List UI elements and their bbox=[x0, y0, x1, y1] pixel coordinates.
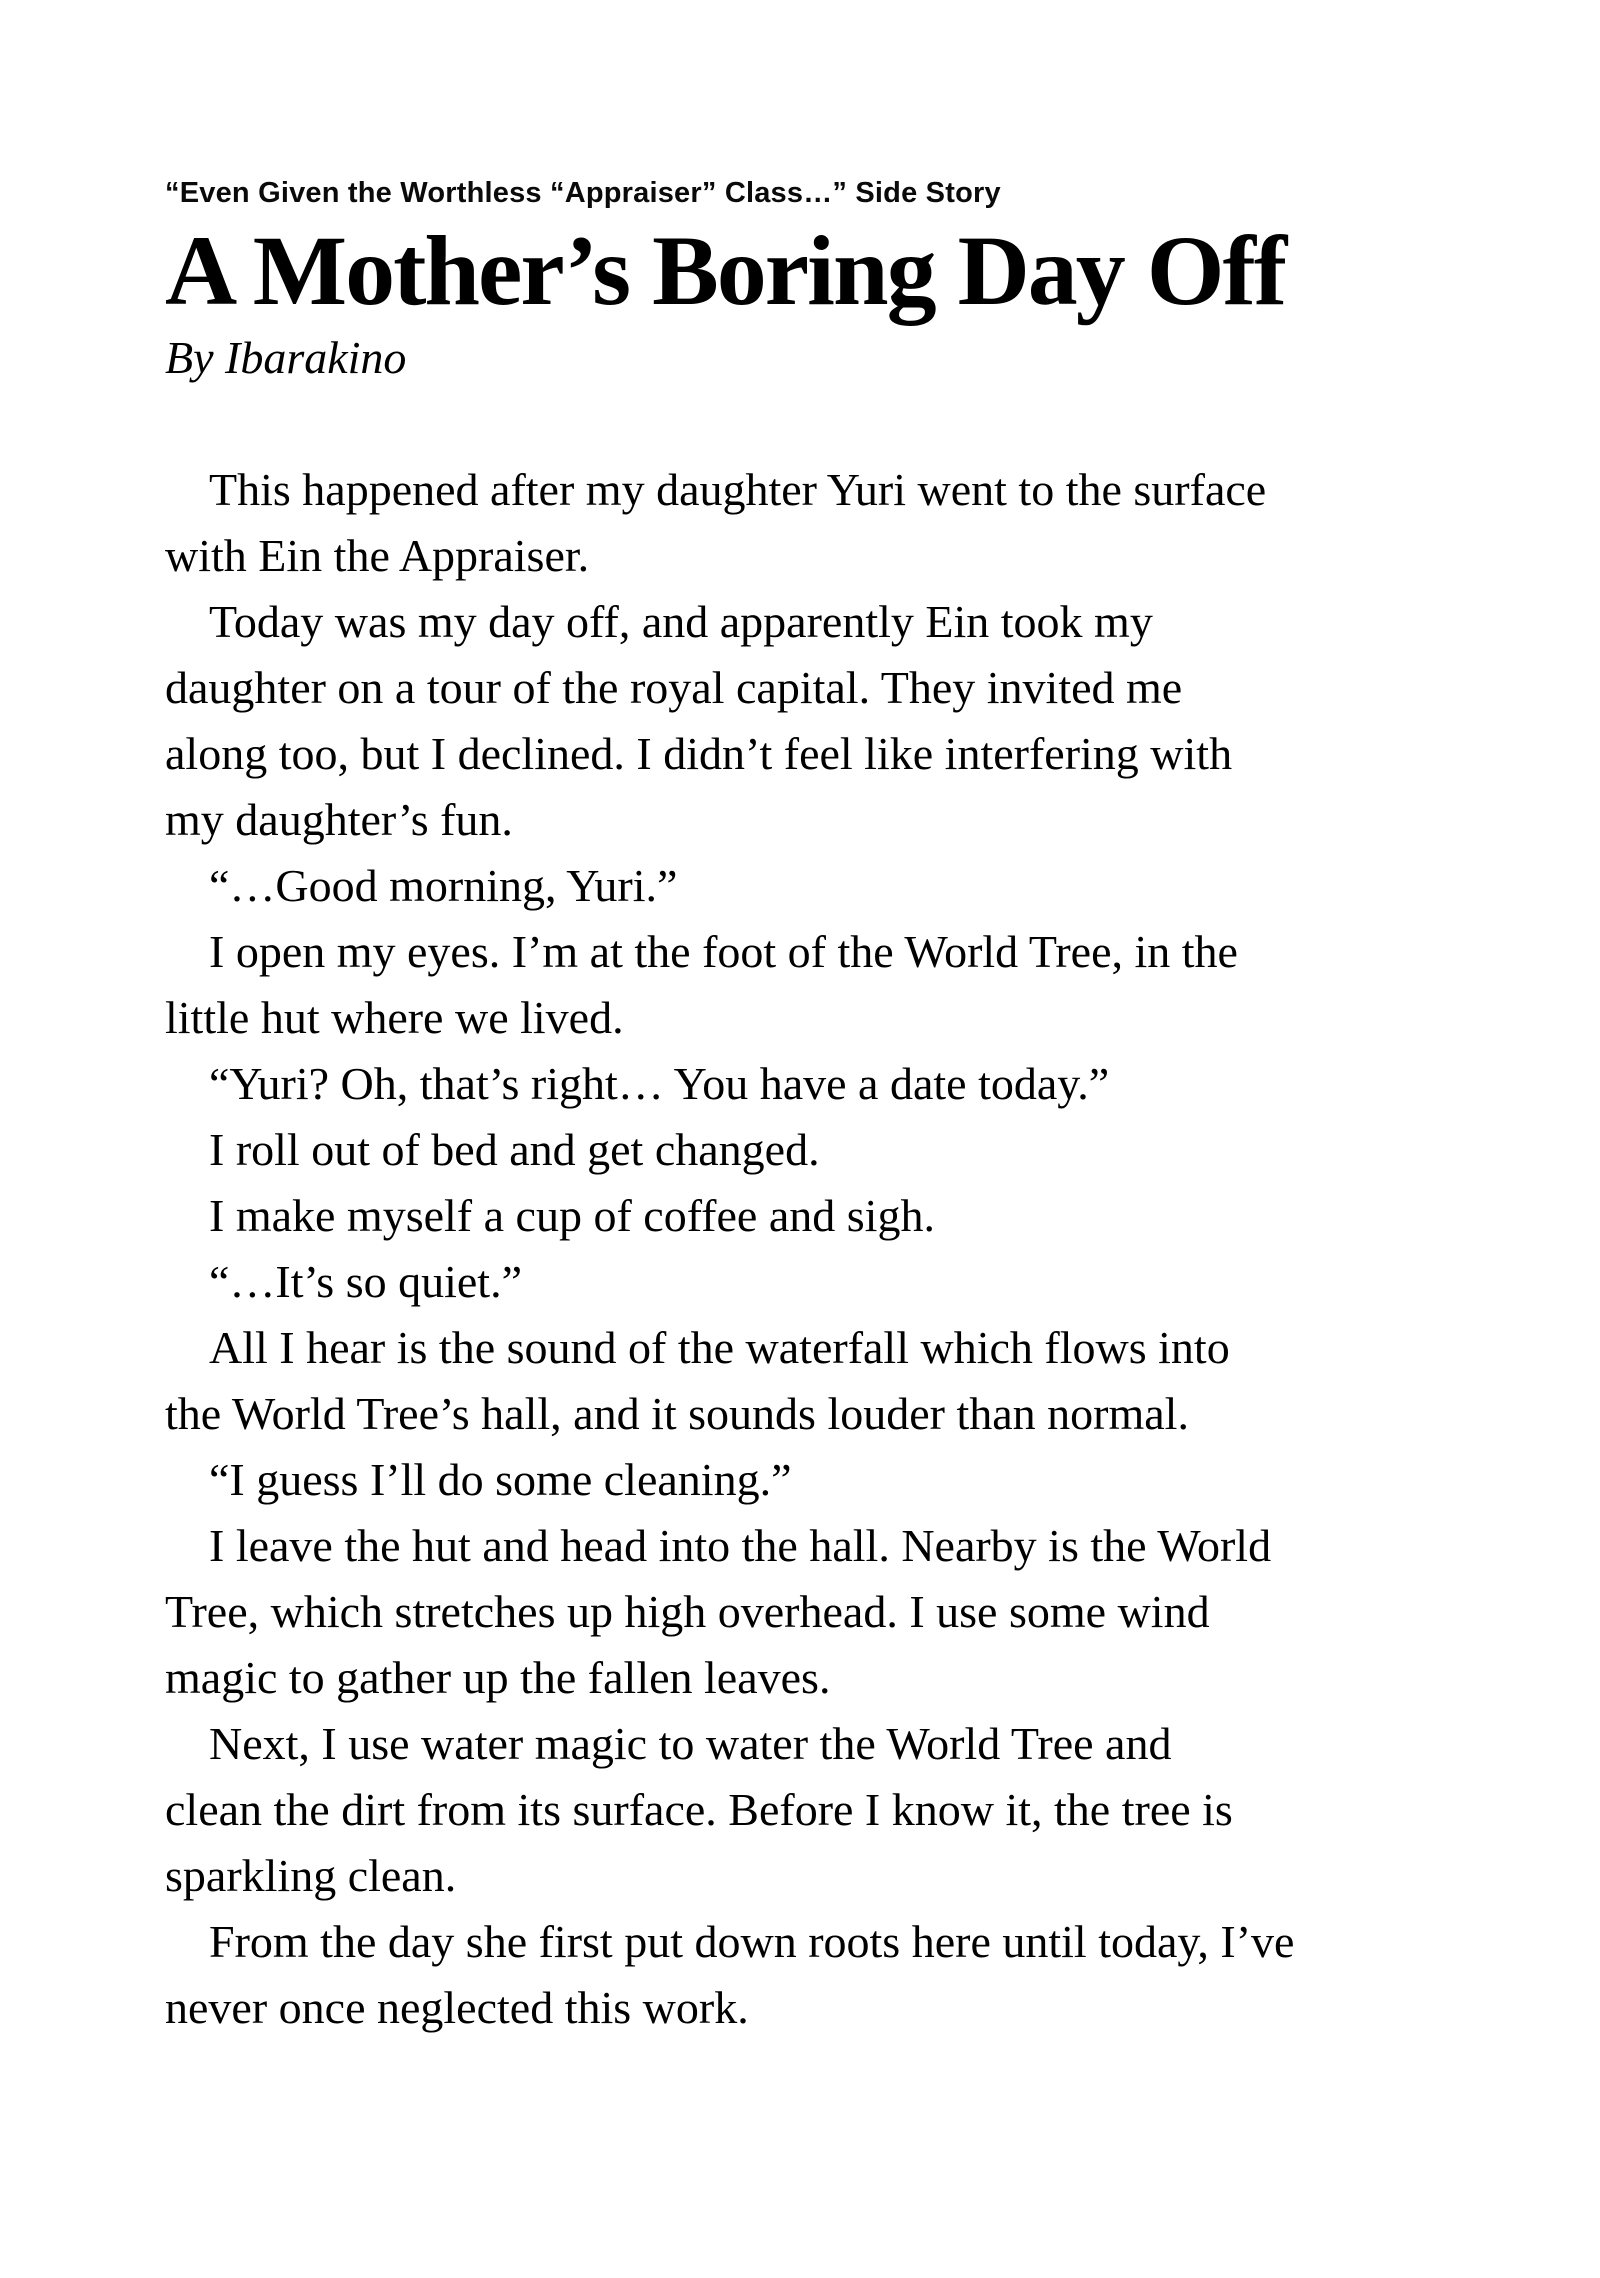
text-line: “…It’s so quiet.” bbox=[209, 1256, 522, 1307]
paragraph bbox=[165, 1183, 1510, 1249]
text-line: I leave the hut and head into the hall. Nearby is the World bbox=[209, 1520, 1272, 1571]
text-line: “I guess I’ll do some cleaning.” bbox=[209, 1454, 792, 1505]
text-line: magic to gather up the fallen leaves. bbox=[165, 1652, 831, 1703]
text-line: my daughter’s fun. bbox=[165, 794, 513, 845]
paragraph bbox=[165, 589, 1510, 853]
text-line: the World Tree’s hall, and it sounds louder than normal. bbox=[165, 1388, 1189, 1439]
text-line: This happened after my daughter Yuri went to the surface bbox=[209, 464, 1267, 515]
author-byline: By Ibarakino bbox=[165, 332, 407, 383]
paragraph bbox=[165, 1249, 1510, 1315]
text-line: I make myself a cup of coffee and sigh. bbox=[209, 1190, 935, 1241]
paragraph bbox=[165, 1909, 1510, 2041]
paragraph bbox=[165, 1117, 1510, 1183]
text-line: sparkling clean. bbox=[165, 1850, 457, 1901]
text-line: with Ein the Appraiser. bbox=[165, 530, 590, 581]
paragraph bbox=[165, 919, 1510, 1051]
text-line: All I hear is the sound of the waterfall which flows into bbox=[209, 1322, 1230, 1373]
text-line: along too, but I declined. I didn’t feel like interfering with bbox=[165, 728, 1233, 779]
text-line: never once neglected this work. bbox=[165, 1982, 749, 2033]
paragraph bbox=[165, 1315, 1510, 1447]
text-line: Tree, which stretches up high overhead. I use some wind bbox=[165, 1586, 1210, 1637]
paragraph bbox=[165, 1447, 1510, 1513]
text-line: Today was my day off, and apparently Ein took my bbox=[209, 596, 1153, 647]
text-line: “…Good morning, Yuri.” bbox=[209, 860, 678, 911]
paragraph bbox=[165, 1513, 1510, 1711]
text-line: Next, I use water magic to water the World Tree and bbox=[209, 1718, 1172, 1769]
text-line: daughter on a tour of the royal capital. They invited me bbox=[165, 662, 1183, 713]
story-title: A Mother’s Boring Day Off bbox=[165, 215, 1286, 326]
text-line: I roll out of bed and get changed. bbox=[209, 1124, 820, 1175]
paragraph bbox=[165, 853, 1510, 919]
series-kicker: “Even Given the Worthless “Appraiser” Class…” Side Story bbox=[165, 177, 1001, 209]
text-line: “Yuri? Oh, that’s right… You have a date today.” bbox=[209, 1058, 1110, 1109]
paragraph bbox=[165, 1711, 1510, 1909]
story-body bbox=[165, 457, 1510, 2041]
text-line: I open my eyes. I’m at the foot of the World Tree, in the bbox=[209, 926, 1238, 977]
text-line: little hut where we lived. bbox=[165, 992, 624, 1043]
text-line: From the day she first put down roots here until today, I’ve bbox=[209, 1916, 1295, 1967]
paragraph bbox=[165, 1051, 1510, 1117]
text-line: clean the dirt from its surface. Before I know it, the tree is bbox=[165, 1784, 1233, 1835]
paragraph bbox=[165, 457, 1510, 589]
